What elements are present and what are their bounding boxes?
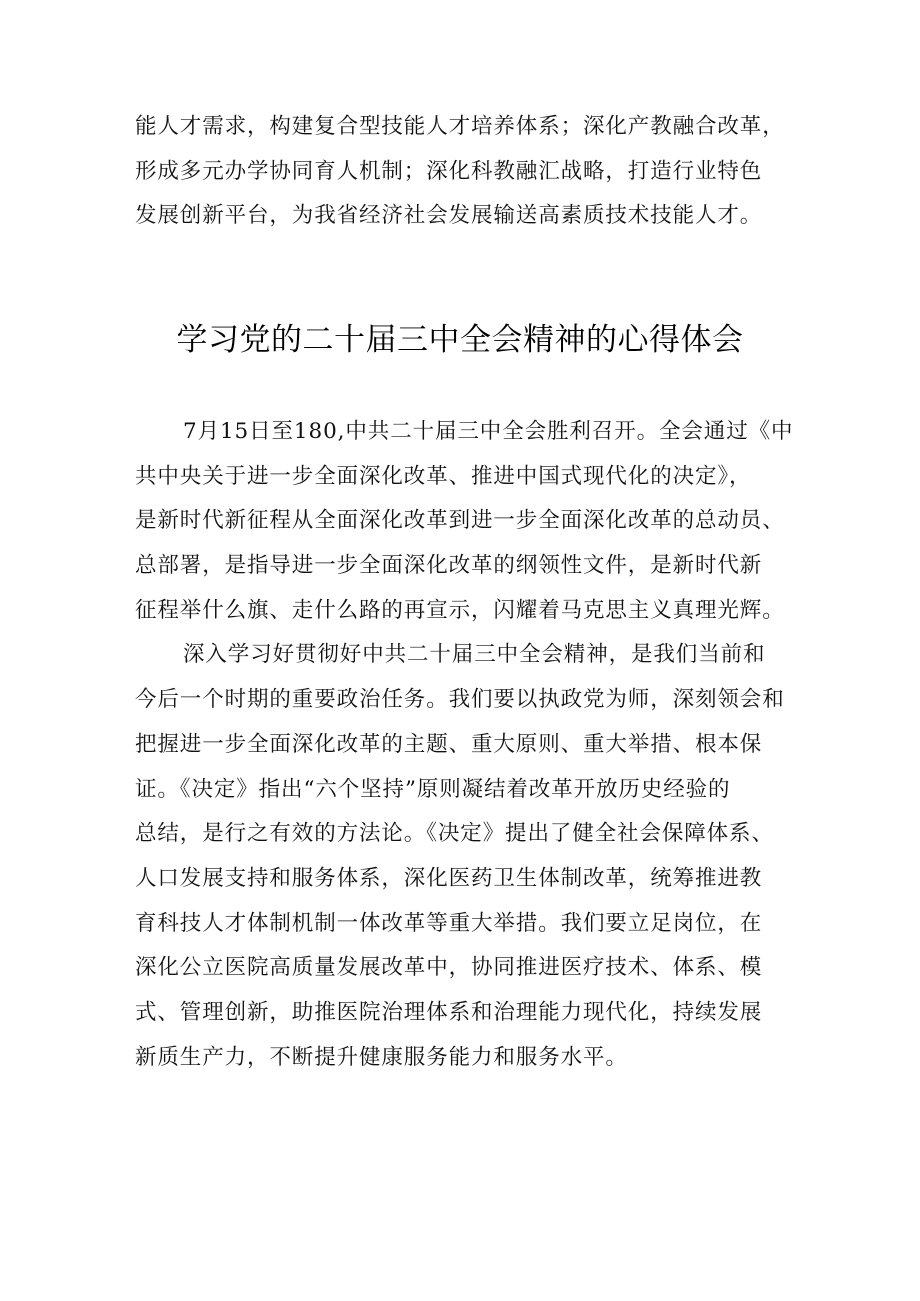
paragraph-line: 能人才需求，构建复合型技能人才培养体系；深化产教融合改革， xyxy=(135,114,785,139)
article-title: 学习党的二十届三中全会精神的心得体会 xyxy=(176,322,744,358)
paragraph-line: 发展创新平台，为我省经济社会发展输送高素质技术技能人才。 xyxy=(135,203,763,229)
paragraph-line: 深化公立医院高质量发展改革中，协同推进医疗技术、体系、模 xyxy=(135,955,763,981)
paragraph-line: 人口发展支持和服务体系，深化医药卫生体制改革，统筹推进教 xyxy=(135,865,763,891)
paragraph-line: 形成多元办学协同育人机制；深化科教融汇战略，打造行业特色 xyxy=(135,158,763,184)
paragraph-line: 证。《决定》指出“六个坚持”原则凝结着改革开放历史经验的 xyxy=(135,776,731,802)
paragraph-line: 是新时代新征程从全面深化改革到进一步全面深化改革的总动员、 xyxy=(135,508,785,534)
paragraph-line: 总结，是行之有效的方法论。《决定》提出了健全社会保障体系、 xyxy=(135,821,774,847)
paragraph-2 xyxy=(135,633,795,1080)
paragraph-line: 今后一个时期的重要政治任务。我们要以执政党为师，深刻领会和 xyxy=(135,687,785,713)
continuation-paragraph xyxy=(135,105,795,239)
paragraph-line: 式、管理创新，助推医院治理体系和治理能力现代化，持续发展 xyxy=(135,999,763,1025)
paragraph-line: 深入学习好贯彻好中共二十届三中全会精神，是我们当前和 xyxy=(183,642,766,668)
paragraph-line: 总部署，是指导进一步全面深化改革的纲领性文件，是新时代新 xyxy=(135,553,763,579)
paragraph-line: 7月15日至180,中共二十届三中全会胜利召开。全会通过《中 xyxy=(183,419,794,444)
paragraph-line: 把握进一步全面深化改革的主题、重大原则、重大举措、根本保 xyxy=(135,731,763,757)
paragraph-line: 共中央关于进一步全面深化改革、推进中国式现代化的决定》， xyxy=(135,463,752,489)
article-body xyxy=(135,410,795,1080)
paragraph-1 xyxy=(135,410,795,633)
paragraph-line: 新质生产力，不断提升健康服务能力和服务水平。 xyxy=(135,1044,628,1070)
paragraph-line: 育科技人才体制机制一体改革等重大举措。我们要立足岗位，在 xyxy=(135,910,763,936)
paragraph-line: 征程举什么旗、走什么路的再宣示，闪耀着马克思主义真理光辉。 xyxy=(135,597,785,623)
